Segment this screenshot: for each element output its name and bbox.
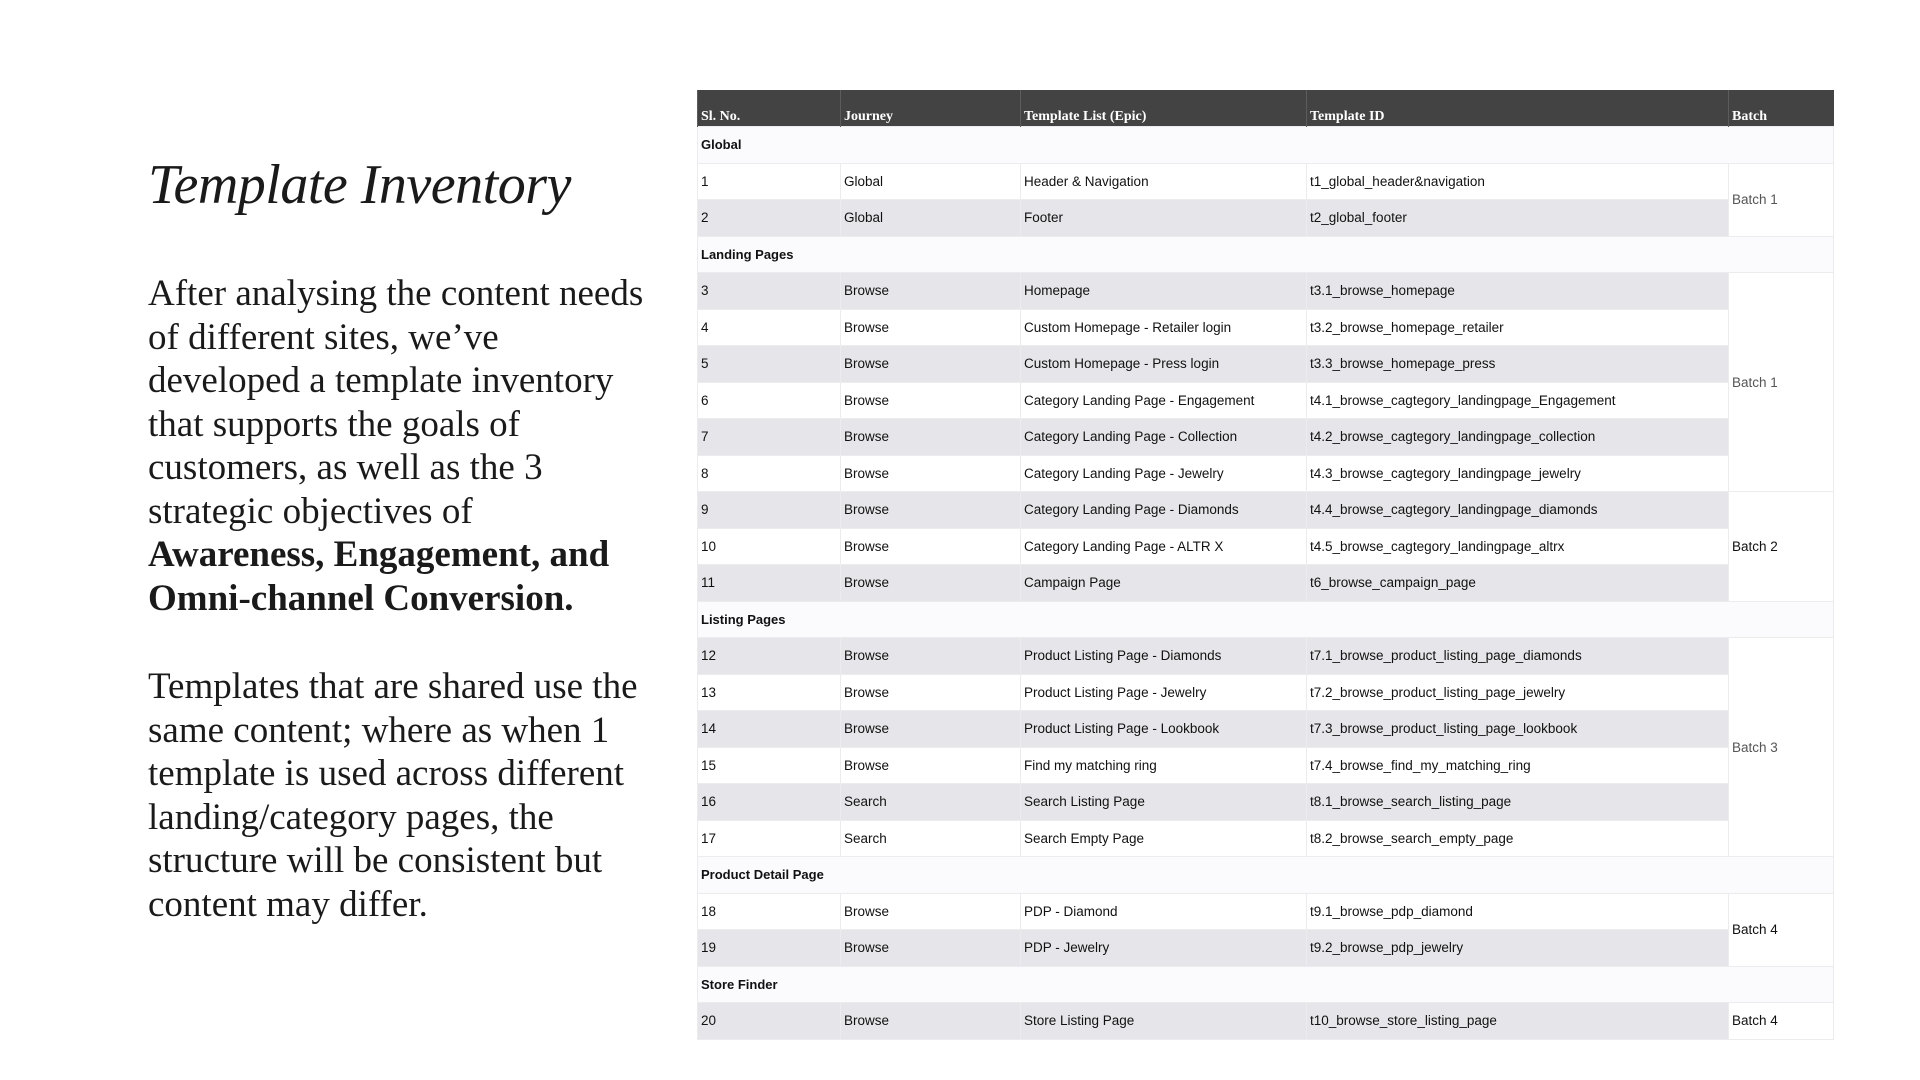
row-template-name: Product Listing Page - Jewelry <box>1021 674 1307 711</box>
row-number: 8 <box>698 455 841 492</box>
row-number: 17 <box>698 820 841 857</box>
group-label: Global <box>698 127 1834 164</box>
row-journey: Browse <box>841 382 1021 419</box>
table-row <box>698 382 1834 419</box>
header-template-list: Template List (Epic) <box>1021 90 1307 127</box>
row-template-name: PDP - Diamond <box>1021 893 1307 930</box>
row-journey: Browse <box>841 893 1021 930</box>
row-journey: Global <box>841 200 1021 237</box>
row-template-id: t2_global_footer <box>1307 200 1729 237</box>
row-number: 20 <box>698 1003 841 1040</box>
row-template-id: t1_global_header&navigation <box>1307 163 1729 200</box>
row-number: 16 <box>698 784 841 821</box>
row-number: 19 <box>698 930 841 967</box>
row-template-name: Product Listing Page - Diamonds <box>1021 638 1307 675</box>
row-template-name: PDP - Jewelry <box>1021 930 1307 967</box>
row-number: 1 <box>698 163 841 200</box>
row-template-name: Find my matching ring <box>1021 747 1307 784</box>
row-number: 4 <box>698 309 841 346</box>
table-row <box>698 492 1834 529</box>
row-journey: Browse <box>841 930 1021 967</box>
row-template-id: t4.1_browse_cagtegory_landingpage_Engagement <box>1307 382 1729 419</box>
template-inventory-table <box>697 90 1834 1040</box>
row-template-id: t9.2_browse_pdp_jewelry <box>1307 930 1729 967</box>
row-journey: Browse <box>841 273 1021 310</box>
table-row <box>698 1003 1834 1040</box>
row-number: 10 <box>698 528 841 565</box>
batch-cell: Batch 3 <box>1729 638 1834 857</box>
group-label: Landing Pages <box>698 236 1834 273</box>
row-number: 11 <box>698 565 841 602</box>
row-journey: Browse <box>841 674 1021 711</box>
table-row <box>698 346 1834 383</box>
row-journey: Browse <box>841 711 1021 748</box>
table-row <box>698 565 1834 602</box>
intro-paragraph-1-text: After analysing the content needs of different sites, we’ve developed a template inventory that supports the goals of customers, as well as the 3 strategic objectives of <box>148 273 644 532</box>
row-number: 15 <box>698 747 841 784</box>
row-number: 12 <box>698 638 841 675</box>
row-template-name: Category Landing Page - Diamonds <box>1021 492 1307 529</box>
row-template-id: t7.2_browse_product_listing_page_jewelry <box>1307 674 1729 711</box>
table-row <box>698 163 1834 200</box>
group-label: Listing Pages <box>698 601 1834 638</box>
row-template-name: Header & Navigation <box>1021 163 1307 200</box>
table-row <box>698 528 1834 565</box>
row-journey: Search <box>841 820 1021 857</box>
group-row-global <box>698 127 1834 164</box>
row-number: 6 <box>698 382 841 419</box>
row-journey: Browse <box>841 455 1021 492</box>
row-template-id: t8.2_browse_search_empty_page <box>1307 820 1729 857</box>
header-journey: Journey <box>841 90 1021 127</box>
row-template-id: t3.2_browse_homepage_retailer <box>1307 309 1729 346</box>
row-template-name: Category Landing Page - Engagement <box>1021 382 1307 419</box>
row-template-name: Category Landing Page - Jewelry <box>1021 455 1307 492</box>
group-row-product-detail-page <box>698 857 1834 894</box>
row-template-id: t4.5_browse_cagtegory_landingpage_altrx <box>1307 528 1729 565</box>
table-row <box>698 309 1834 346</box>
row-journey: Search <box>841 784 1021 821</box>
row-number: 7 <box>698 419 841 456</box>
row-template-id: t7.1_browse_product_listing_page_diamonds <box>1307 638 1729 675</box>
row-number: 3 <box>698 273 841 310</box>
row-journey: Browse <box>841 1003 1021 1040</box>
table-row <box>698 747 1834 784</box>
table-row <box>698 674 1834 711</box>
group-row-store-finder <box>698 966 1834 1003</box>
group-label: Store Finder <box>698 966 1834 1003</box>
batch-cell: Batch 1 <box>1729 273 1834 492</box>
row-template-name: Store Listing Page <box>1021 1003 1307 1040</box>
group-label: Product Detail Page <box>698 857 1834 894</box>
group-row-landing-pages <box>698 236 1834 273</box>
row-template-name: Category Landing Page - Collection <box>1021 419 1307 456</box>
table-row <box>698 638 1834 675</box>
header-template-id: Template ID <box>1307 90 1729 127</box>
intro-panel <box>148 150 648 926</box>
row-template-id: t7.3_browse_product_listing_page_lookbook <box>1307 711 1729 748</box>
intro-paragraph-1 <box>148 272 648 620</box>
row-number: 18 <box>698 893 841 930</box>
row-journey: Browse <box>841 747 1021 784</box>
header-sl-no: Sl. No. <box>698 90 841 127</box>
row-journey: Browse <box>841 528 1021 565</box>
table-row <box>698 200 1834 237</box>
row-template-name: Custom Homepage - Retailer login <box>1021 309 1307 346</box>
page-title: Template Inventory <box>148 154 571 216</box>
row-template-id: t6_browse_campaign_page <box>1307 565 1729 602</box>
row-number: 14 <box>698 711 841 748</box>
table-row <box>698 455 1834 492</box>
row-number: 13 <box>698 674 841 711</box>
row-template-id: t3.1_browse_homepage <box>1307 273 1729 310</box>
row-template-name: Campaign Page <box>1021 565 1307 602</box>
batch-cell: Batch 1 <box>1729 163 1834 236</box>
header-batch: Batch <box>1729 90 1834 127</box>
table-row <box>698 711 1834 748</box>
row-template-name: Custom Homepage - Press login <box>1021 346 1307 383</box>
table-row <box>698 273 1834 310</box>
row-template-name: Product Listing Page - Lookbook <box>1021 711 1307 748</box>
row-number: 9 <box>698 492 841 529</box>
row-journey: Browse <box>841 565 1021 602</box>
group-row-listing-pages <box>698 601 1834 638</box>
row-journey: Browse <box>841 309 1021 346</box>
row-journey: Browse <box>841 419 1021 456</box>
row-journey: Browse <box>841 346 1021 383</box>
intro-paragraph-2: Templates that are shared use the same content; where as when 1 template is used across different landing/category pages, the structure will be consistent but content may differ. <box>148 666 638 925</box>
batch-cell: Batch 4 <box>1729 1003 1834 1040</box>
table-row <box>698 820 1834 857</box>
row-journey: Global <box>841 163 1021 200</box>
table-row <box>698 419 1834 456</box>
row-template-name: Footer <box>1021 200 1307 237</box>
table-header-row <box>698 90 1834 127</box>
row-template-name: Category Landing Page - ALTR X <box>1021 528 1307 565</box>
row-template-id: t10_browse_store_listing_page <box>1307 1003 1729 1040</box>
row-template-name: Search Listing Page <box>1021 784 1307 821</box>
row-template-id: t3.3_browse_homepage_press <box>1307 346 1729 383</box>
row-journey: Browse <box>841 492 1021 529</box>
row-template-id: t9.1_browse_pdp_diamond <box>1307 893 1729 930</box>
row-template-id: t7.4_browse_find_my_matching_ring <box>1307 747 1729 784</box>
table-row <box>698 784 1834 821</box>
table-row <box>698 893 1834 930</box>
row-template-id: t4.3_browse_cagtegory_landingpage_jewelry <box>1307 455 1729 492</box>
row-template-id: t4.2_browse_cagtegory_landingpage_collection <box>1307 419 1729 456</box>
intro-paragraph-1-emphasis: Awareness, Engagement, and Omni-channel Conversion. <box>148 534 610 619</box>
row-template-id: t8.1_browse_search_listing_page <box>1307 784 1729 821</box>
row-template-name: Search Empty Page <box>1021 820 1307 857</box>
row-number: 5 <box>698 346 841 383</box>
batch-cell: Batch 4 <box>1729 893 1834 966</box>
row-number: 2 <box>698 200 841 237</box>
row-template-name: Homepage <box>1021 273 1307 310</box>
batch-cell: Batch 2 <box>1729 492 1834 602</box>
table-row <box>698 930 1834 967</box>
row-journey: Browse <box>841 638 1021 675</box>
row-template-id: t4.4_browse_cagtegory_landingpage_diamonds <box>1307 492 1729 529</box>
